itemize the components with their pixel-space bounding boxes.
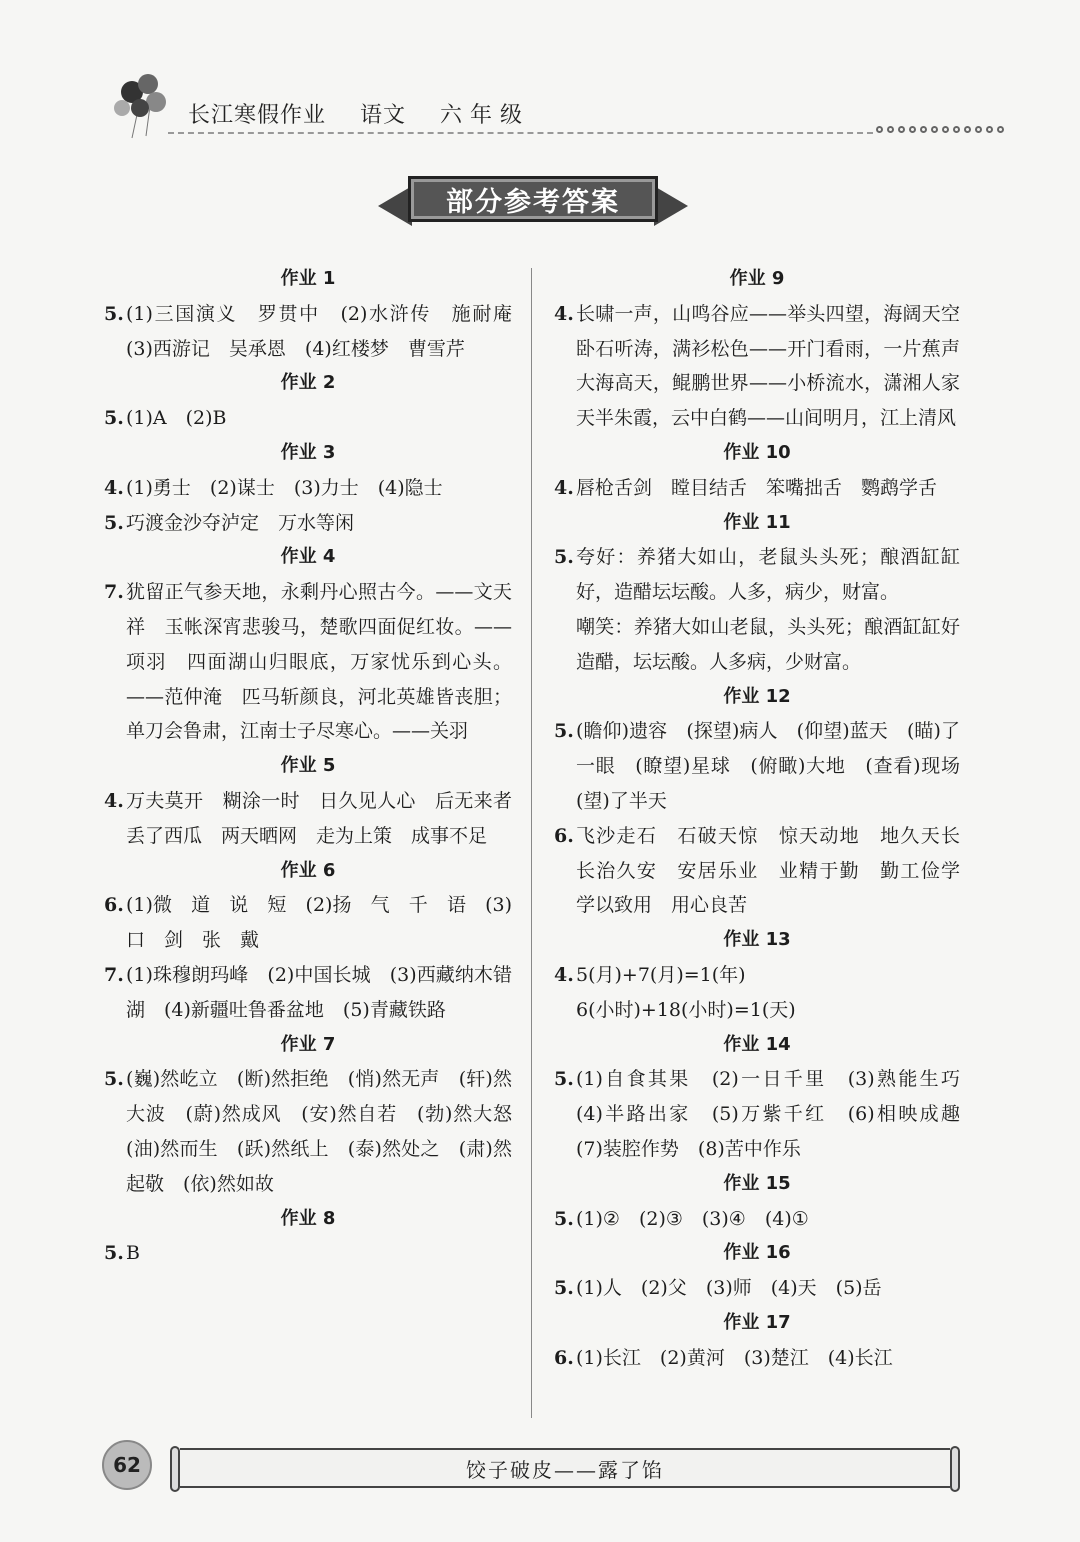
grade-label: 六年级 (440, 103, 531, 128)
answer-text: 唇枪舌剑 瞠目结舌 笨嘴拙舌 鹦鹉学舌 (576, 476, 938, 499)
question-number: 6. (104, 894, 124, 917)
question-number: 4. (554, 302, 574, 325)
answer-text: 巧渡金沙夺泸定 万水等闲 (126, 511, 355, 534)
answer-text: 万夫莫开 糊涂一时 日久见人心 后无来者 丢了西瓜 两天晒网 走为上策 成事不足 (126, 789, 532, 847)
subject-name: 语文 (360, 103, 407, 128)
assignment-title: 作业 15 (723, 1172, 791, 1194)
answer-item (554, 297, 980, 436)
question-number: 5. (104, 511, 124, 534)
answer-item (554, 1341, 960, 1376)
assignment-title: 作业 12 (723, 685, 791, 707)
banner-ribbon-left (378, 186, 412, 226)
assignment-title: 作业 9 (729, 268, 785, 289)
answer-item (104, 888, 512, 958)
answer-text: 5(月)+7(月)=1(年) 6(小时)+18(小时)=1(天) (576, 963, 796, 1021)
assignment-title: 作业 10 (723, 441, 791, 463)
assignment-title: 作业 6 (280, 859, 336, 881)
footer-scroll (170, 1446, 960, 1494)
question-number: 7. (104, 581, 124, 604)
question-number: 4. (104, 476, 124, 499)
question-number: 4. (554, 476, 574, 499)
header-rule (168, 132, 873, 134)
question-number: 5. (554, 1277, 574, 1300)
answer-text: (巍)然屹立 (断)然拒绝 (悄)然无声 (轩)然大波 (蔚)然成风 (安)然自若 (勃)然大怒 (油)然而生 (跃)然纸上 (泰)然处之 (肃)然起敬 (依)然如故 (126, 1068, 532, 1195)
answer-text: (1)勇士 (2)谋士 (3)力士 (4)隐士 (126, 476, 443, 499)
scroll-end-left (170, 1446, 180, 1492)
answer-item (554, 1062, 980, 1166)
page-header (108, 70, 968, 140)
answer-item (104, 401, 512, 436)
question-number: 4. (104, 789, 124, 812)
column-divider (531, 268, 532, 1418)
answer-item (554, 819, 980, 923)
question-number: 6. (554, 824, 574, 847)
answer-text: (1)人 (2)父 (3)师 (4)天 (5)岳 (576, 1277, 882, 1300)
right-column (554, 262, 980, 1376)
answer-item (104, 471, 512, 506)
assignment-title: 作业 1 (280, 268, 336, 289)
answer-text: (1)长江 (2)黄河 (3)楚江 (4)长江 (576, 1346, 893, 1369)
question-number: 7. (104, 963, 124, 986)
question-number: 5. (104, 1068, 124, 1091)
answer-item (104, 1062, 532, 1201)
question-number: 5. (104, 1242, 124, 1265)
answer-text: (瞻仰)遗容 (探望)病人 (仰望)蓝天 (瞄)了一眼 (瞭望)星球 (俯瞰)大地 (查看)现场 (望)了半天 (576, 720, 980, 812)
answer-item (104, 1236, 512, 1271)
answer-text: 长啸一声，山鸣谷应——举头四望，海阔天空 卧石听涛，满衫松色——开门看雨，一片蕉声 大海高天，鲲鹏世界——小桥流水，潇湘人家 天半朱霞，云中白鹤——山间明月，江上清风 (576, 302, 980, 430)
question-number: 6. (554, 1346, 574, 1369)
question-number: 4. (554, 963, 574, 986)
series-name: 长江寒假作业 (188, 103, 327, 128)
left-column (104, 262, 532, 1271)
assignment-title: 作业 8 (280, 1207, 336, 1229)
answer-item (554, 540, 960, 679)
answer-text: 夸好：养猪大如山，老鼠头头死；酿酒缸缸好，造醋坛坛酸。人多，病少，财富。 嘲笑：养猪大如山老鼠，头头死；酿酒缸缸好造醋，坛坛酸。人多病，少财富。 (576, 546, 960, 673)
balloons-icon (108, 70, 178, 140)
answer-text: (1)三国演义 罗贯中 (2)水浒传 施耐庵 (3)西游记 吴承恩 (4)红楼梦 曹雪芹 (126, 302, 532, 360)
answer-item (554, 958, 960, 1028)
header-title (188, 98, 556, 129)
answer-text: 犹留正气参天地，永剩丹心照古今。——文天祥 玉帐深宵悲骏马，楚歌四面促红妆。——项羽 四面湖山归眼底，万家忧乐到心头。——范仲淹 匹马斩颜良，河北英雄皆丧胆；单刀会鲁肃，江南士子尽寒心。——关羽 (126, 581, 512, 743)
banner-ribbon-right (654, 186, 688, 226)
answer-text: 飞沙走石 石破天惊 惊天动地 地久天长 长治久安 安居乐业 业精于勤 勤工俭学 学以致用 用心良苦 (576, 824, 980, 917)
answer-item (554, 1202, 960, 1237)
answer-text: (1)A (2)B (126, 407, 227, 430)
answer-item (104, 784, 532, 854)
assignment-title: 作业 4 (280, 546, 336, 568)
question-number: 5. (554, 720, 574, 743)
assignment-title: 作业 17 (723, 1311, 791, 1333)
section-banner (378, 172, 688, 230)
answer-item (104, 506, 512, 541)
assignment-title: 作业 3 (280, 441, 336, 463)
assignment-title: 作业 11 (723, 511, 791, 533)
question-number: 5. (554, 546, 574, 569)
assignment-title: 作业 16 (723, 1242, 791, 1264)
answer-item (104, 958, 512, 1028)
answer-text: (1)微 道 说 短 (2)扬 气 千 语 (3)口 剑 张 戴 (126, 894, 512, 952)
answer-text: (1)② (2)③ (3)④ (4)① (576, 1207, 809, 1230)
assignment-title: 作业 2 (280, 372, 336, 394)
assignment-title: 作业 5 (280, 755, 336, 777)
assignment-title: 作业 14 (723, 1033, 791, 1055)
assignment-title: 作业 7 (280, 1033, 336, 1055)
scroll-end-right (950, 1446, 960, 1492)
answer-item (554, 1271, 960, 1306)
question-number: 5. (554, 1068, 574, 1091)
page-number: 62 (102, 1440, 152, 1490)
answer-item (104, 297, 532, 367)
header-dots (876, 126, 1004, 133)
question-number: 5. (104, 407, 124, 430)
footer-caption: 饺子破皮——露了馅 (180, 1448, 950, 1488)
answer-text: (1)珠穆朗玛峰 (2)中国长城 (3)西藏纳木错湖 (4)新疆吐鲁番盆地 (5)青藏铁路 (126, 963, 512, 1021)
answer-text: (1)自食其果 (2)一日千里 (3)熟能生巧 (4)半路出家 (5)万紫千红 (6)相映成趣 (7)装腔作势 (8)苦中作乐 (576, 1068, 980, 1160)
answer-item (554, 714, 980, 818)
answer-text: B (126, 1242, 140, 1265)
answer-item (554, 471, 960, 506)
banner-title: 部分参考答案 (446, 186, 620, 218)
assignment-title: 作业 13 (723, 929, 791, 951)
question-number: 5. (554, 1207, 574, 1230)
question-number: 5. (104, 302, 124, 325)
answer-item (104, 575, 512, 749)
banner-box (408, 176, 658, 222)
